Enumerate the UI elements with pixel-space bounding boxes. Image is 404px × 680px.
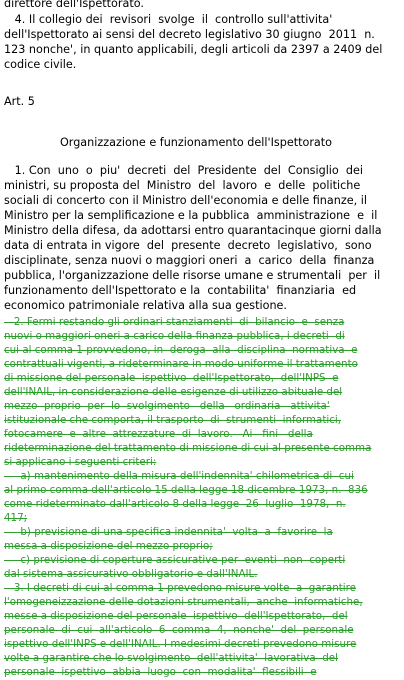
struck-line: a) mantenimento della misura dell'indennita' chilometrica di cui <box>4 470 354 482</box>
text-line: disciplinate, senza nuovi o maggiori oneri a carico della finanza <box>4 254 375 267</box>
article-number: Art. 5 <box>4 95 35 108</box>
text-line: 123 nonche', in quanto applicabili, degli articoli da 2397 a 2409 del <box>4 43 383 56</box>
text-line: funzionamento dell'Ispettorato e la contabilita' finanziaria ed <box>4 284 357 297</box>
text-line: data di entrata in vigore del presente decreto legislativo, sono <box>4 239 372 252</box>
struck-line: 3. I decreti di cui al comma 1 prevedono misure volte a garantire <box>4 582 356 594</box>
text-line: sociali di concerto con il Ministro dell'economia e delle finanze, il <box>4 194 367 207</box>
text-line: 4. Il collegio dei revisori svolge il controllo sull'attivita' <box>4 13 333 26</box>
struck-line: fotocamere e altre attrezzature di lavoro. Ai fini della <box>4 428 313 440</box>
text-line: ministri, su proposta del Ministro del lavoro e delle politiche <box>4 179 361 192</box>
article-title: Organizzazione e funzionamento dell'Ispettorato <box>60 136 333 149</box>
text-line: pubblica, l'organizzazione delle risorse umane e strumentali per il <box>4 269 381 282</box>
struck-line: ispettivo dell'INPS e dell'INAIL. I medesimi decreti prevedono misure <box>4 638 357 650</box>
struck-line: contrattuali vigenti, a rideterminare in modo uniforme il trattamento <box>4 358 358 370</box>
struck-line: volte a garantire che lo svolgimento dell'attivita' lavorativa del <box>4 652 338 664</box>
text-line: economico patrimoniale relativa alla sua gestione. <box>4 299 287 312</box>
struck-line: dal sistema assicurativo obbligatorio e dall'INAIL. <box>4 568 258 580</box>
struck-line: nuovi o maggiori oneri a carico della finanza pubblica, i decreti di <box>4 330 345 342</box>
struck-line: messa a disposizione del mezzo proprio; <box>4 540 213 552</box>
text-line: Ministro per la semplificazione e la pubblica amministrazione e il <box>4 209 378 222</box>
text-line: direttore dell'Ispettorato. <box>4 0 144 10</box>
text-line: 1. Con uno o piu' decreti del Presidente del Consiglio dei <box>4 164 363 177</box>
struck-line: l'omogeneizzazione delle dotazioni strumentali, anche informatiche, <box>4 596 363 608</box>
text-line: codice civile. <box>4 58 77 71</box>
struck-line: al primo comma dell'articolo 15 della legge 18 dicembre 1973, n. 836 <box>4 484 368 496</box>
struck-line: 2. Fermi restando gli ordinari stanziamenti di bilancio e senza <box>4 316 345 328</box>
struck-line: messe a disposizione del personale ispettivo dell'Ispettorato, del <box>4 610 348 622</box>
struck-line: 417; <box>4 512 28 524</box>
struck-line: personale di cui all'articolo 6 comma 4, nonche' del personale <box>4 624 354 636</box>
text-line: dell'Ispettorato ai sensi del decreto legislativo 30 giugno 2011 n. <box>4 28 375 41</box>
struck-line: mezzo proprio per lo svolgimento della ordinaria attivita' <box>4 400 330 412</box>
struck-line: personale ispettivo abbia luogo con modalita' flessibili e <box>4 666 317 678</box>
struck-line: dell'INAIL, in considerazione delle esigenze di utilizzo abituale del <box>4 386 343 398</box>
struck-line: di missione del personale ispettivo dell'Ispettorato, dell'INPS e <box>4 372 339 384</box>
struck-line: cui al comma 1 provvedono, in deroga alla disciplina normativa e <box>4 344 358 356</box>
struck-line: rideterminazione del trattamento di missione di cui al presente comma <box>4 442 372 454</box>
struck-line: come rideterminato dall'articolo 8 della legge 26 luglio 1978, n. <box>4 498 346 510</box>
struck-line: c) previsione di coperture assicurative per eventi non coperti <box>4 554 346 566</box>
text-line: Ministro della difesa, da adottarsi entro quarantacinque giorni dalla <box>4 224 382 237</box>
struck-line: si applicano i seguenti criteri: <box>4 456 157 468</box>
struck-line: istituzionale che comporta, il trasporto di strumenti informatici, <box>4 414 342 426</box>
struck-line: b) previsione di una specifica indennita' volta a favorire la <box>4 526 333 538</box>
